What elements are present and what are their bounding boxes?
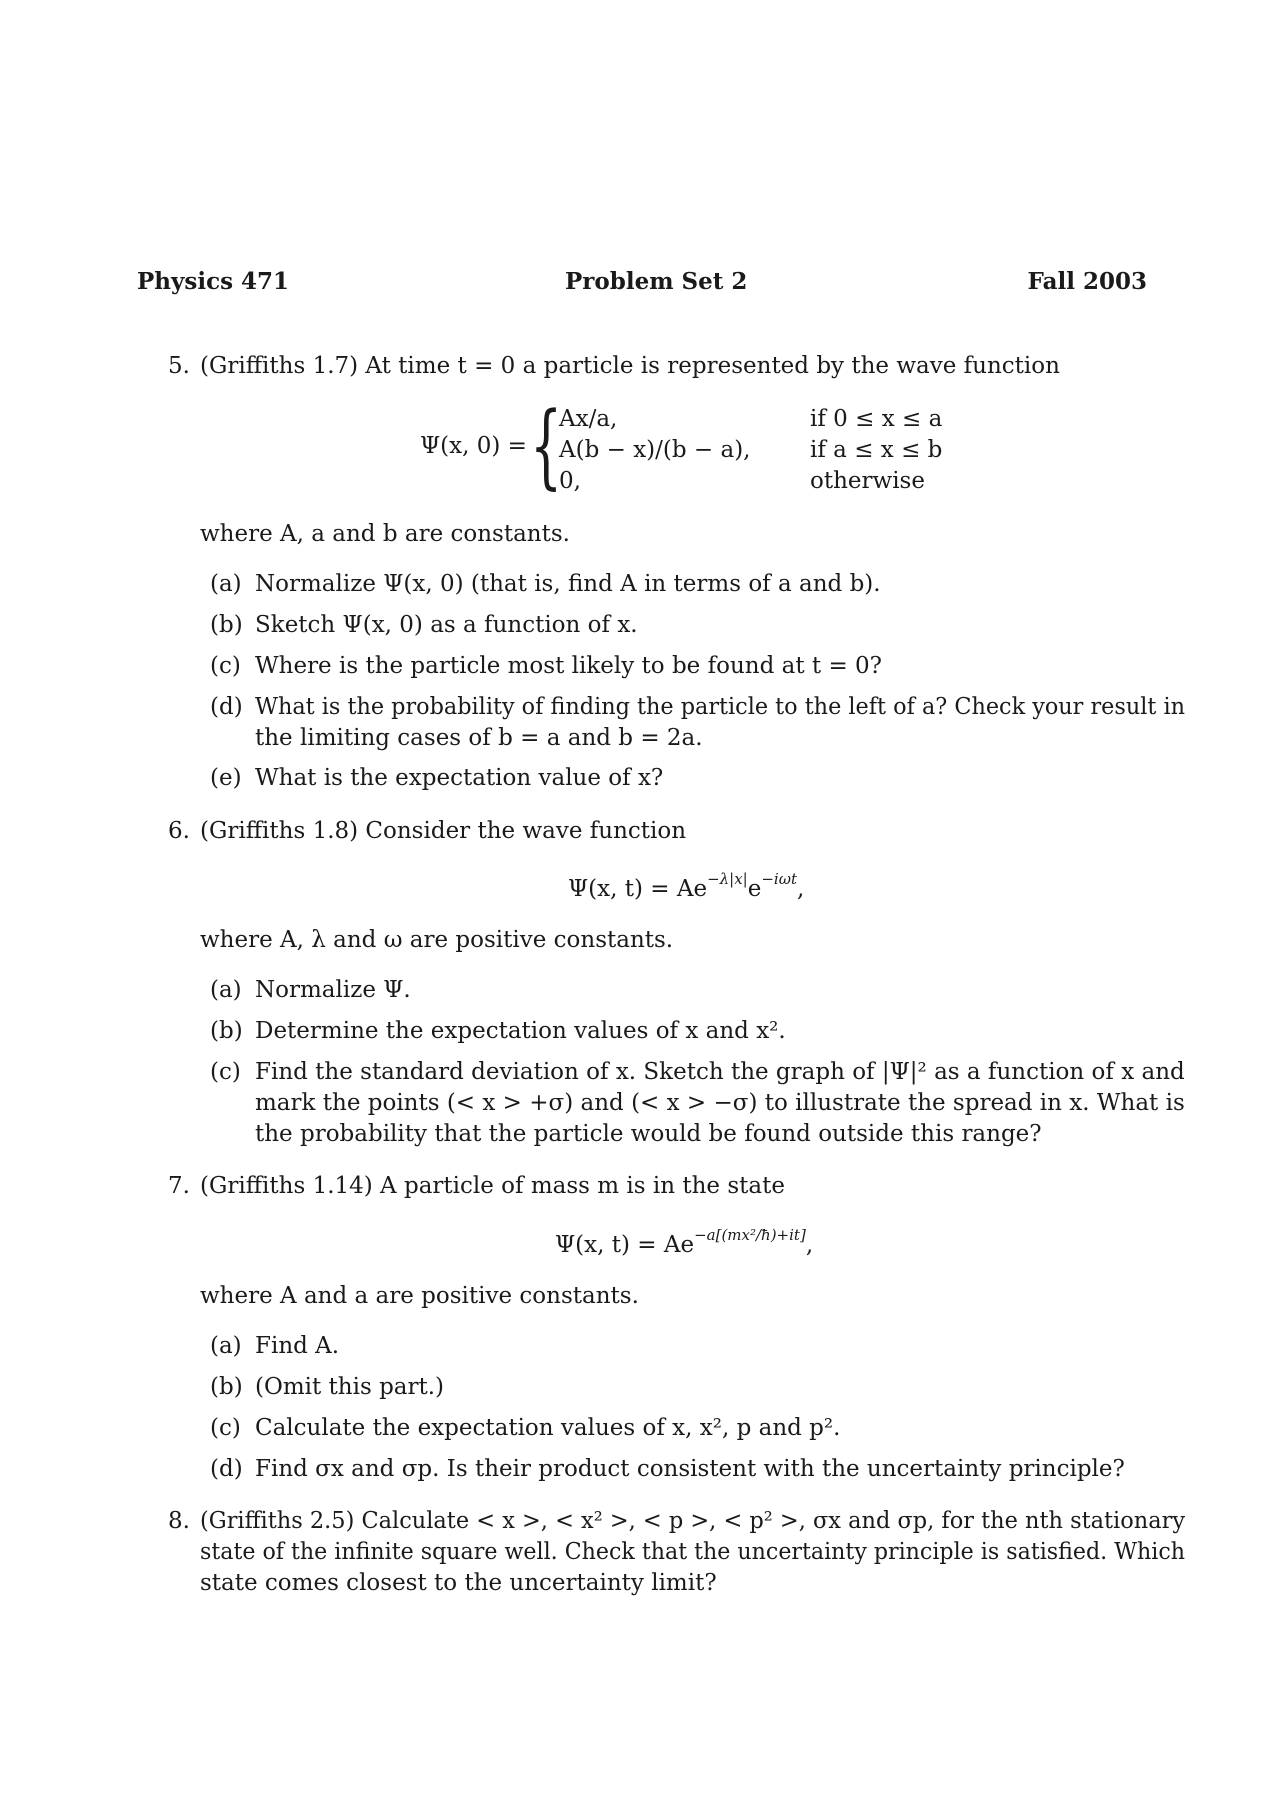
equation-factor: e bbox=[747, 876, 762, 902]
case-condition: otherwise bbox=[810, 468, 925, 494]
part-text-continued: the probability that the particle would be found outside this range? bbox=[255, 1121, 1042, 1147]
equation-comma: , bbox=[805, 1232, 814, 1258]
problem-intro: (Griffiths 1.14) A particle of mass m is in the state bbox=[200, 1173, 785, 1199]
part-label: (e) bbox=[210, 765, 242, 791]
part-label: (b) bbox=[210, 612, 243, 638]
problem-number: 6. bbox=[168, 818, 190, 844]
constants-note: where A and a are positive constants. bbox=[200, 1283, 639, 1309]
wave-function-equation bbox=[555, 1226, 813, 1258]
part-text: What is the expectation value of x? bbox=[255, 765, 664, 791]
exponent: −λ|x| bbox=[707, 870, 748, 888]
problem-text-continued: state of the infinite square well. Check that the uncertainty principle is satisfied. Which bbox=[200, 1539, 1185, 1565]
part-label: (a) bbox=[210, 571, 242, 597]
part-text: Find A. bbox=[255, 1333, 340, 1359]
problem-number: 8. bbox=[168, 1508, 190, 1534]
part-text: Normalize Ψ(x, 0) (that is, find A in terms of a and b). bbox=[255, 571, 881, 597]
part-label: (a) bbox=[210, 1333, 242, 1359]
equation-comma: , bbox=[796, 876, 805, 902]
part-label: (a) bbox=[210, 977, 242, 1003]
problem-intro: (Griffiths 1.7) At time t = 0 a particle is represented by the wave function bbox=[200, 353, 1060, 379]
part-label: (b) bbox=[210, 1018, 243, 1044]
part-label: (d) bbox=[210, 694, 243, 720]
part-text: Find σx and σp. Is their product consistent with the uncertainty principle? bbox=[255, 1456, 1125, 1482]
case-expr: Ax/a, bbox=[559, 406, 618, 432]
part-text: Where is the particle most likely to be found at t = 0? bbox=[255, 653, 882, 679]
term-label: Fall 2003 bbox=[1027, 268, 1147, 295]
problem-text-continued: state comes closest to the uncertainty limit? bbox=[200, 1570, 717, 1596]
case-expr: A(b − x)/(b − a), bbox=[559, 437, 751, 463]
constants-note: where A, a and b are constants. bbox=[200, 521, 570, 547]
equation-lhs: Ψ(x, 0) = bbox=[420, 433, 527, 459]
equation-main: Ψ(x, t) = Ae bbox=[555, 1232, 695, 1258]
problem-text: (Griffiths 2.5) Calculate < x >, < x² >, < p >, < p² >, σx and σp, for the nth stationary bbox=[200, 1508, 1186, 1534]
left-brace: { bbox=[530, 392, 563, 499]
part-label: (c) bbox=[210, 1059, 241, 1085]
part-text: Determine the expectation values of x and x². bbox=[255, 1018, 786, 1044]
part-text: Find the standard deviation of x. Sketch the graph of |Ψ|² as a function of x and bbox=[255, 1059, 1185, 1085]
equation-main: Ψ(x, t) = Ae bbox=[568, 876, 708, 902]
part-label: (c) bbox=[210, 1415, 241, 1441]
document-title: Problem Set 2 bbox=[565, 268, 748, 295]
case-condition: if 0 ≤ x ≤ a bbox=[810, 406, 943, 432]
constants-note: where A, λ and ω are positive constants. bbox=[200, 927, 674, 953]
part-text: (Omit this part.) bbox=[255, 1374, 445, 1400]
part-text: Calculate the expectation values of x, x², p and p². bbox=[255, 1415, 841, 1441]
part-text: Normalize Ψ. bbox=[255, 977, 411, 1003]
part-label: (b) bbox=[210, 1374, 243, 1400]
part-text-continued: the limiting cases of b = a and b = 2a. bbox=[255, 725, 703, 751]
exponent: −a[(mx²/ħ)+it] bbox=[694, 1226, 806, 1244]
wave-function-equation bbox=[568, 870, 804, 902]
exponent: −iωt bbox=[761, 870, 797, 888]
part-label: (d) bbox=[210, 1456, 243, 1482]
case-expr: 0, bbox=[559, 468, 581, 494]
problem-intro: (Griffiths 1.8) Consider the wave function bbox=[200, 818, 687, 844]
part-text-continued: mark the points (< x > +σ) and (< x > −σ) to illustrate the spread in x. What is bbox=[255, 1090, 1185, 1116]
part-label: (c) bbox=[210, 653, 241, 679]
part-text: Sketch Ψ(x, 0) as a function of x. bbox=[255, 612, 638, 638]
problem-number: 5. bbox=[168, 353, 190, 379]
part-text: What is the probability of finding the particle to the left of a? Check your result in bbox=[255, 694, 1185, 720]
problem-number: 7. bbox=[168, 1173, 190, 1199]
case-condition: if a ≤ x ≤ b bbox=[810, 437, 943, 463]
course-name: Physics 471 bbox=[137, 268, 290, 295]
